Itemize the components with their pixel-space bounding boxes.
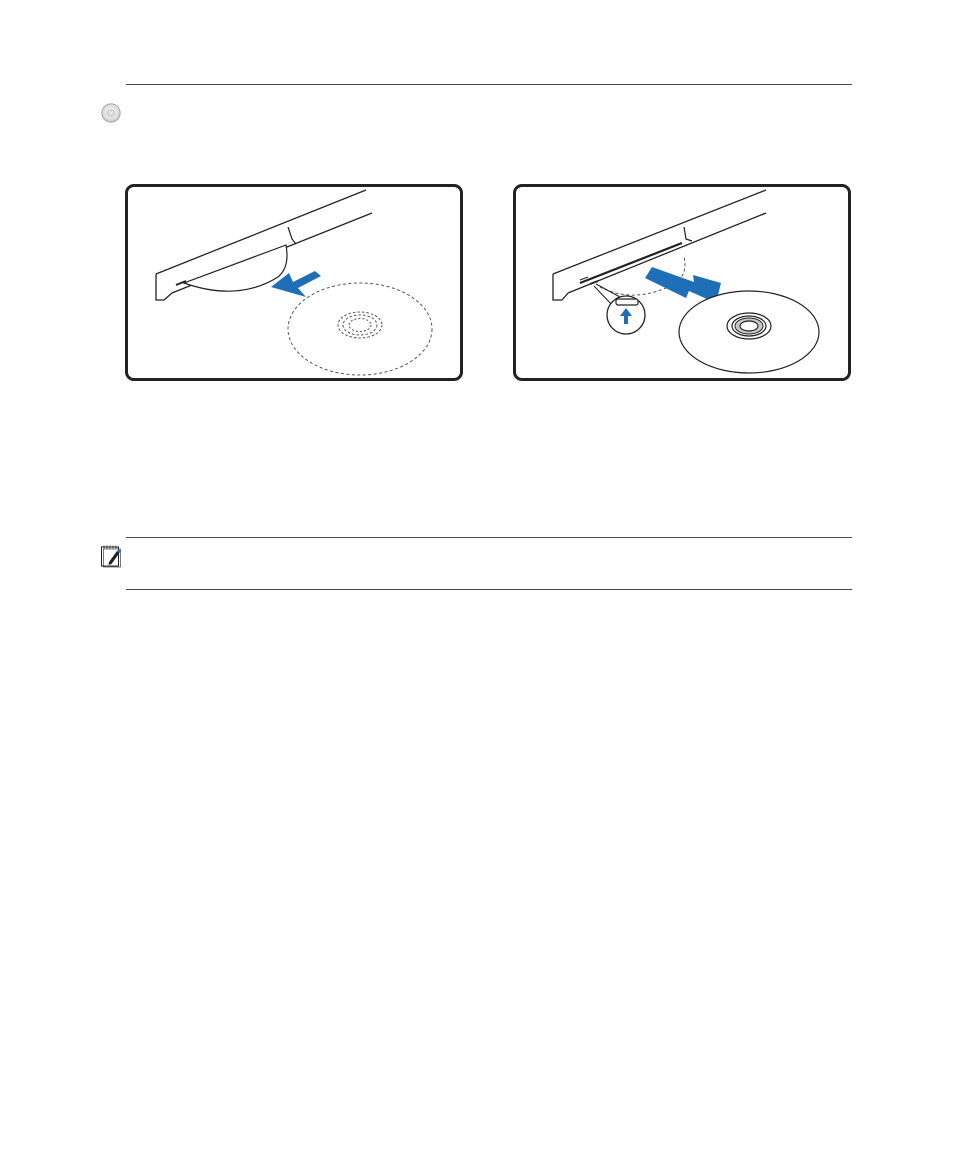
header-rule	[126, 84, 852, 85]
disc-icon	[679, 291, 819, 373]
note-top-rule	[126, 537, 852, 538]
note-pad-pencil-icon	[100, 544, 122, 568]
eject-button-callout-icon	[607, 296, 645, 334]
disc-insert-illustration	[128, 187, 460, 378]
note-bottom-rule	[126, 589, 852, 590]
cd-disc-icon	[101, 103, 121, 123]
disc-eject-illustration	[516, 187, 848, 378]
disc-insert-figure	[125, 184, 463, 381]
disc-eject-figure	[513, 184, 851, 381]
